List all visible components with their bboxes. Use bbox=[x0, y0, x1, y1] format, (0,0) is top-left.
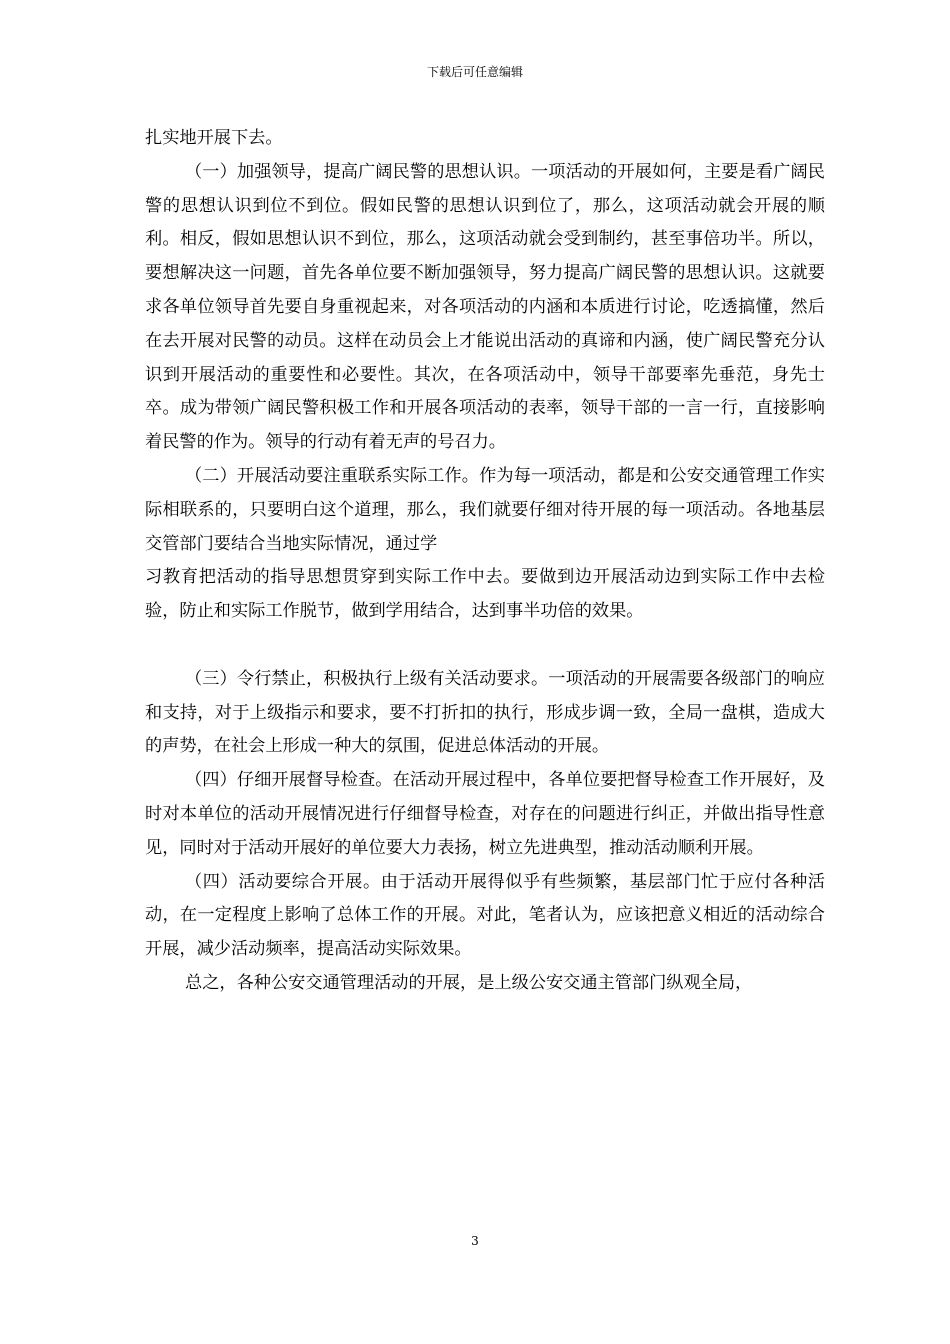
paragraph-practical-work-continued: 习教育把活动的指导思想贯穿到实际工作中去。要做到边开展活动边到实际工作中去检验，防止和实际工作脱节，做到学用结合，达到事半功倍的效果。 bbox=[145, 567, 825, 622]
document-body bbox=[145, 122, 825, 1001]
page-number: 3 bbox=[471, 1234, 479, 1248]
paragraph-comprehensive: （四）活动要综合开展。由于活动开展得似乎有些频繁，基层部门忙于应付各种活动，在一定程度上影响了总体工作的开展。对此，笔者认为，应该把意义相近的活动综合开展，减少活动频率，提高活动实际效果。 bbox=[145, 871, 825, 960]
paragraph-conclusion: 总之，各种公安交通管理活动的开展，是上级公安交通主管部门纵观全局， bbox=[185, 972, 753, 993]
paragraph-continuation: 扎实地开展下去。 bbox=[145, 128, 283, 148]
paragraph-execution: （三）令行禁止，积极执行上级有关活动要求。一项活动的开展需要各级部门的响应和支持，对于上级指示和要求，要不打折扣的执行，形成步调一致，全局一盘棋，造成大的声势，在社会上形成一种大的氛围，促进总体活动的开展。 bbox=[145, 668, 825, 757]
paragraph-leadership: （一）加强领导，提高广阔民警的思想认识。一项活动的开展如何，主要是看广阔民警的思想认识到位不到位。假如民警的思想认识到位了，那么，这项活动就会开展的顺利。相反，假如思想认识不到位，那么，这项活动就会受到制约，甚至事倍功半。所以，要想解决这一问题，首先各单位要不断加强领导，努力提高广阔民警的思想认识。这就要求各单位领导首先要自身重视起来，对各项活动的内涵和本质进行讨论，吃透搞懂，然后在去开展对民警的动员。这样在动员会上才能说出活动的真谛和内涵，使广阔民警充分认识到开展活动的重要性和必要性。其次，在各项活动中，领导干部要率先垂范，身先士卒。成为带领广阔民警积极工作和开展各项活动的表率，领导干部的一言一行，直接影响着民警的作为。领导的行动有着无声的号召力。 bbox=[145, 161, 825, 453]
paragraph-practical-work: （二）开展活动要注重联系实际工作。作为每一项活动，都是和公安交通管理工作实际相联系的，只要明白这个道理，那么，我们就要仔细对待开展的每一项活动。各地基层交管部门要结合当地实际情况，通过学 bbox=[145, 465, 825, 554]
paragraph-supervision: （四）仔细开展督导检查。在活动开展过程中，各单位要把督导检查工作开展好，及时对本单位的活动开展情况进行仔细督导检查，对存在的问题进行纠正，并做出指导性意见，同时对于活动开展好的单位要大力表扬，树立先进典型，推动活动顺利开展。 bbox=[145, 770, 825, 858]
page-header: 下载后可任意编辑 bbox=[426, 65, 523, 79]
